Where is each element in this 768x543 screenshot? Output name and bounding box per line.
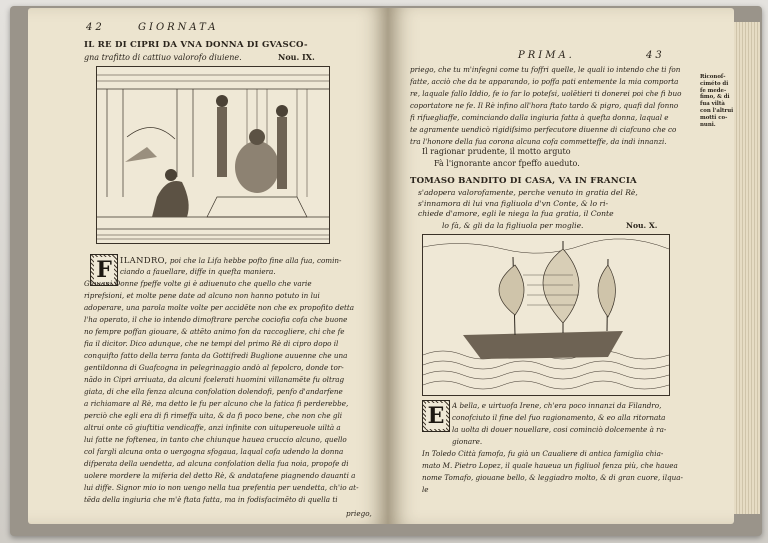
right-page	[388, 8, 734, 524]
margin-note-line: con l'altrui	[700, 107, 734, 114]
left-body-text	[84, 278, 378, 506]
right-body-line: mato M. Pietro Lopez, il quale haueua un figliuol fenza più, che hauea	[422, 461, 678, 470]
right-top-line: tra l'honore della fua corona alcuna cofa commetteffe, da indi innanzi.	[410, 137, 667, 146]
left-body-line: fia il dicitor. Dico adunque, che ne tempi del primo Rè di cipro dopo il	[84, 339, 339, 348]
right-body-text	[422, 448, 708, 496]
woodcut-ship-illustration	[423, 235, 669, 395]
left-body-line: altrui onte cō giuftitia vendicaffe, anzi infinite con uitupereuole uiltà a	[84, 423, 341, 432]
right-body-line: le	[422, 485, 429, 494]
left-running-head: GIORNATA	[138, 22, 219, 33]
left-body-line: a richiamare al Rè, ma detto le fu per alcuno che la fatica fi perderebbe,	[84, 399, 349, 408]
right-opening-text	[452, 400, 702, 448]
margin-note	[700, 74, 736, 128]
right-title-line: s'innamora di lui vna figliuola d'vn Conte, & lo ri-	[418, 198, 609, 208]
left-title-line2: gna trafitto di cattiuo valorofo diuiene.	[84, 53, 242, 62]
right-top-text	[410, 64, 710, 148]
right-running-head: PRIMA.	[518, 50, 575, 61]
margin-note-line: fua viltà	[700, 101, 725, 108]
left-body-line: perciò che egli era di fi rimeffa uita, & da fi poco bene, che non che gli	[84, 411, 343, 420]
right-top-line: coportatore ne fe. Il Rè infino all'hora ftato tardo & pigro, quafi dal fonno	[410, 101, 679, 110]
left-body-line: difperata della uendetta, ad alcuna confolation della fua noia, propofe di	[84, 459, 349, 468]
right-body-line: la uolta di douer nouellare, cosi cominciò dolcemente à ra-	[452, 425, 667, 434]
right-top-line: te agramente uendicò rigidiſsimo perfecutore diuenne di ciafcuno che co	[410, 125, 677, 134]
left-body-line: col fargli alcuna onta o uergogna sfogaua, laqual cofa udendo la donna	[84, 447, 344, 456]
left-body-indented	[120, 266, 380, 278]
left-page-number: 42	[86, 22, 105, 33]
right-title-line1: TOMASO BANDITO DI CASA, VA IN FRANCIA	[410, 176, 637, 186]
right-body-line: nome Tomafo, giouane bello, & leggiadro molto, & di gran cuore, ilqua-	[422, 473, 683, 482]
left-body-line: ciando a fauellare, diffe in quefta maniera.	[120, 267, 276, 276]
left-title-line1: IL RE DI CIPRI DA VNA DONNA DI GVASCO-	[84, 40, 308, 50]
left-body-line: l'ha operato, il che io intendo dimoftrare perche cociofia cofa che buone	[84, 315, 348, 324]
margin-note-line: fimo, & di	[700, 94, 730, 101]
right-page-number: 43	[646, 50, 665, 61]
left-body-line: riprefsioni, et molte pene date ad alcuno non hanno potuto in lui	[84, 291, 320, 300]
margin-note-line: fe mede-	[700, 87, 727, 94]
left-body-line: nādo in Cipri arriuata, da alcuni fcelerati huomini villanamēte fu oltrag	[84, 375, 345, 384]
margin-note-line: ciméto di	[700, 80, 729, 87]
left-novella-label: Nou. IX.	[278, 52, 315, 62]
left-body-line: adoperare, una parola molte volte per accidēte non che ex propofito detta	[84, 303, 355, 312]
page-edges	[734, 22, 760, 514]
left-body-line: gentildonna di Guafcogna in pelegrinaggio andò al fepolcro, donde tor-	[84, 363, 344, 372]
left-page	[28, 8, 388, 524]
margin-note-line: nuni.	[700, 121, 716, 128]
right-body-line: conofciuto il fine del fuo ragionamento, & eo alla ritornata	[452, 413, 666, 422]
margin-note-line: motti co-	[700, 114, 728, 121]
left-body-line: conquifto fatto della terra fanta da Gottifredi Buglione auuenne che una	[84, 351, 348, 360]
left-catchword: priego,	[346, 509, 372, 518]
left-body-line-0: poi che la Lifa hebbe pofto fine alla fua, comin-	[169, 256, 342, 265]
left-body-line: lui fatte ne foftenea, in tanto che chiunque hauea cruccio alcuno, quello	[84, 435, 347, 444]
right-title-line: chiede d'amore, egli le niega la fua gratia, il Conte	[418, 209, 614, 219]
right-title-last: lo fà, & gli da la figliuola per moglie.	[442, 221, 584, 230]
left-body-line: no fempre poffan giouare, & attēto animo fon da raccogliere, chi che fe	[84, 327, 345, 336]
right-body-line: A bella, e uirtuofa Irene, ch'era poco innanzi da Filandro,	[452, 401, 662, 410]
right-decorated-initial: E	[422, 400, 450, 432]
right-top-line: fatte, acciò che da te apparando, io poffa pati entemente la mia comporta	[410, 77, 679, 86]
right-body-line: gionare.	[452, 437, 483, 446]
right-novella-label: Nou. X.	[626, 221, 658, 230]
left-body-line: giata, di che ella fenza alcuna confolation dolendofi, penfo d'andarfene	[84, 387, 343, 396]
woodcut-king-of-cyprus	[96, 66, 330, 244]
right-top-line: re, laquale fallo Iddio, fe io far lo poteſsi, uolētieri ti donerei poi che fi buo	[410, 89, 682, 98]
left-body-line: tēda della ingiuria che m'è ftata fatta, ma in fodisfacimēto di quella ti	[84, 495, 338, 504]
left-body-line: uolere mordere la miferia del detto Rè, & andatafene piagnendo dauanti a	[84, 471, 356, 480]
right-title-line: s'adopera valorofamente, perche venuto in gratia del Rè,	[418, 188, 638, 197]
woodcut-scene-illustration	[97, 67, 329, 243]
right-verse-line2: Fà l'ignorante ancor fpeffo aueduto.	[434, 159, 580, 168]
woodcut-ship	[422, 234, 670, 396]
left-decorated-initial: F	[90, 254, 118, 286]
right-top-line: fi rifuegliaffe, cominciando dalla ingiuria fatta à quefta donna, laqual e	[410, 113, 669, 122]
margin-note-line: Riconoſ-	[700, 74, 726, 80]
right-body-line: In Toledo Città famofa, fu già un Caualiere di antica famiglia chia-	[422, 449, 664, 458]
right-verse-line1: Il ragionar prudente, il motto arguto	[422, 147, 571, 156]
right-title-rest	[418, 188, 638, 220]
left-body-line: Giouani Donne fpeffe volte gi è adiuenuto che quello che varie	[84, 279, 312, 288]
right-top-line: priego, che tu m'infegni come tu foffri quelle, le quali io intendo che ti fon	[410, 65, 681, 74]
left-body-line: lui diffe. Signor mio io non uengo nella tua prefentia per uendetta, ch'io at-	[84, 483, 359, 492]
left-opening-caps: ILANDRO,	[120, 255, 168, 265]
